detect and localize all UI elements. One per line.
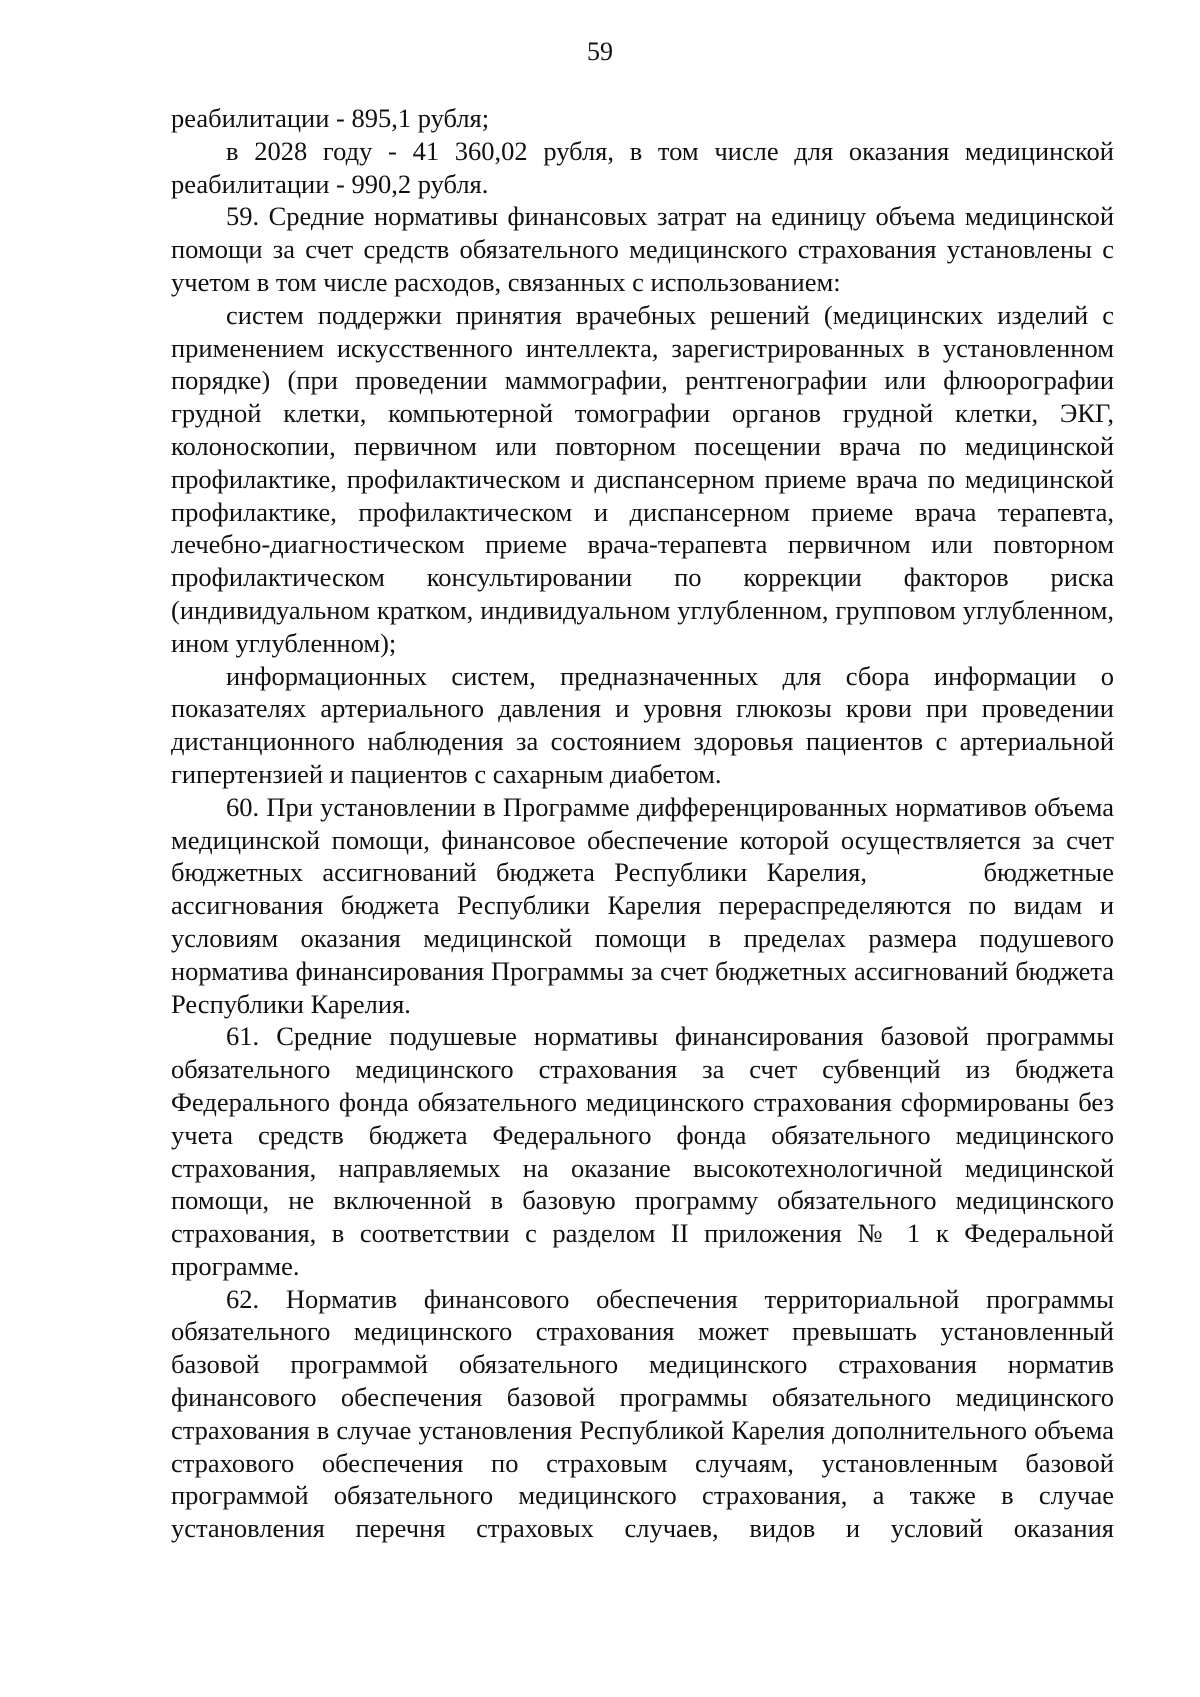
paragraph-59: 59. Средние нормативы финансовых затрат на единицу объема медицинской помощи за счет средств обязательного медицинского страхования установлены с учетом в том числе расходов, связанных с использованием: <box>171 201 1114 297</box>
paragraph-2028-amount: в 2028 году - 41 360,02 рубля, в том числе для оказания медицинской реабилитации - 990,2 рубля. <box>171 135 1114 199</box>
document-body <box>171 102 1121 1545</box>
paragraph-continuation: реабилитации - 895,1 рубля; <box>171 103 490 133</box>
paragraph-decision-support-systems: систем поддержки принятия врачебных решений (медицинских изделий с применением искусственного интеллекта, зарегистрированных в установленном порядке) (при проведении маммографии, рентгенографии или флюорографии грудной клетки, компьютерной томографии органов грудной клетки, ЭКГ, колоноскопии, первичном или повторном посещении врача по медицинской профилактике, профилактическом и диспансерном приеме врача по медицинской профилактике, профилактическом и диспансерном приеме врача терапевта, лечебно-диагностическом приеме врача-терапевта первичном или повторном профилактическом консультировании по коррекции факторов риска (индивидуальном кратком, индивидуальном углубленном, групповом углубленном, ином углубленном); <box>171 299 1114 658</box>
paragraph-information-systems: информационных систем, предназначенных для сбора информации о показателях артериального давления и уровня глюкозы крови при проведении дистанционного наблюдения за состоянием здоровья пациентов с артериальной гипертензией и пациентов с сахарным диабетом. <box>171 660 1114 789</box>
paragraph-61: 61. Средние подушевые нормативы финансирования базовой программы обязательного медицинского страхования за счет субвенций из бюджета Федерального фонда обязательного медицинского страхования сформированы без учета средств бюджета Федерального фонда обязательного медицинского страхования, направляемых на оказание высокотехнологичной медицинской помощи, не включенной в базовую программу обязательного медицинского страхования, в соответствии с разделом II приложения № 1 к Федеральной программе. <box>171 1021 1114 1281</box>
page-number: 59 <box>587 37 613 66</box>
paragraph-60: 60. При установлении в Программе дифференцированных нормативов объема медицинской помощи, финансовое обеспечение которой осуществляется за счет бюджетных ассигнований бюджета Республики Карелия, бюджетные ассигнования бюджета Республики Карелия перераспределяются по видам и условиям оказания медицинской помощи в пределах размера подушевого норматива финансирования Программы за счет бюджетных ассигнований бюджета Республики Карелия. <box>171 791 1121 1019</box>
paragraph-62: 62. Норматив финансового обеспечения территориальной программы обязательного медицинского страхования может превышать установленный базовой программой обязательного медицинского страхования норматив финансового обеспечения базовой программы обязательного медицинского страхования в случае установления Республикой Карелия дополнительного объема страхового обеспечения по страховым случаям, установленным базовой программой обязательного медицинского страхования, а также в случае установления перечня страховых случаев, видов и условий оказания <box>171 1283 1114 1544</box>
